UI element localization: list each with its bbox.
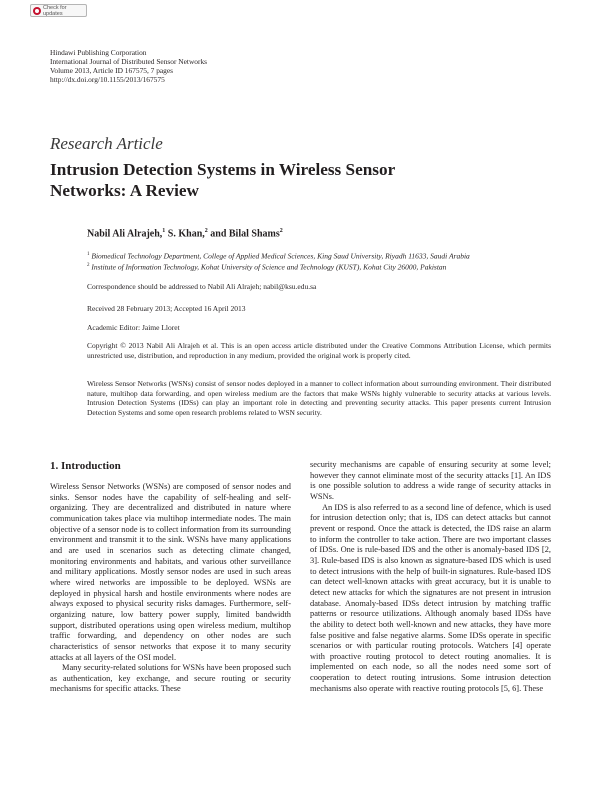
affiliation-line (87, 250, 551, 261)
paper-title: Intrusion Detection Systems in Wireless Sensor Networks: A Review (50, 160, 395, 200)
section-heading-introduction: 1. Introduction (50, 460, 121, 472)
copyright-notice: Copyright © 2013 Nabil Ali Alrajeh et al. This is an open access article distributed under the Creative Commons Attribution License, which permits unrestricted use, distribution, and reproduction in any medium, provided the original work is properly cited. (87, 341, 551, 360)
body-paragraph: security mechanisms are capable of ensuring security at some level; however they cannot eliminate most of the security attacks [1]. An IDS is one possible solution to address a wide range of security attacks in WSNs. (310, 460, 551, 501)
journal-name: International Journal of Distributed Sensor Networks (50, 57, 208, 66)
author-list (87, 228, 283, 239)
author-name: S. Khan, (165, 228, 205, 240)
publication-info (50, 48, 207, 84)
abstract: Wireless Sensor Networks (WSNs) consist of sensor nodes deployed in a manner to collect information about surrounding environment. Their distributed nature, multihop data forwarding, and open wireless medium are the factors that make WSNs highly vulnerable to security attacks at various levels. Intrusion Detection Systems (IDSs) can play an important role in detecting and preventing security attacks. This paper presents current Intrusion Detection Systems and some open research problems related to WSN security. (87, 379, 551, 417)
article-type: Research Article (50, 134, 163, 153)
check-updates-icon (33, 7, 41, 15)
body-paragraph: An IDS is also referred to as a second line of defence, which is used for intrusion detection only; that is, IDS can detect attacks but cannot prevent or respond. Once the attack is detected, the IDS raise an alarm to inform the controller to take action. There are two important classes of IDSs. One is rule-based IDS and the other is anomaly-based IDS [2, 3]. Rule-based IDS is also known as signature-based IDS which is used to detect intrusions with the help of built-in signatures. Rule-based IDS can detect well-known attacks with great accuracy, but it is unable to detect new attacks for which the signatures are not present in intrusion database. Anomaly-based IDSs detect intrusion by matching traffic patterns or resource utilizations. Although anomaly based IDSs have the ability to detect both well-known and new attacks, they have more false positive and false negative alarms. Some IDSs operate in specific scenarios or with particular routing protocols. Watchers [4] operate with proactive routing protocol to detect routing anomalies. It is implemented on each node, so all the nodes need some sort of cooperation to detect routing intrusions. Some intrusion detection mechanisms also operate with reactive routing protocols [5, 6]. These (310, 502, 551, 693)
volume-line: Volume 2013, Article ID 167575, 7 pages (50, 66, 174, 75)
affiliation-mark: 1 (87, 252, 90, 257)
affiliation-mark: 2 (87, 263, 90, 269)
author-name: and Bilal Shams (207, 228, 280, 240)
correspondence: Correspondence should be addressed to Nabil Ali Alrajeh; nabil@ksu.edu.sa (87, 282, 317, 291)
affiliations (87, 250, 551, 272)
received-dates: Received 28 February 2013; Accepted 16 April 2013 (87, 304, 246, 313)
author-name: Nabil Ali Alrajeh, (87, 228, 163, 240)
affiliation-line (87, 261, 551, 272)
doi-link[interactable]: http://dx.doi.org/10.1155/2013/167575 (50, 75, 165, 84)
author-affiliation-mark: 2 (279, 228, 283, 234)
author-affiliation-mark: 1 (162, 228, 166, 234)
academic-editor: Academic Editor: Jaime Lloret (87, 323, 180, 332)
affiliation-text: Institute of Information Technology, Kohat University of Science and Technology (KUST), Kohat City 26000, Pakistan (91, 262, 447, 272)
body-paragraph: Wireless Sensor Networks (WSNs) are composed of sensor nodes and sinks. Sensor nodes have the capability of self-healing and self-organizing. They are decentralized and distributed in nature where communication takes place via multihop intermediate nodes. The main objective of a sensor node is to collect information from its surrounding environment and transmit it to the sink. WSNs have many applications and are used in scenarios such as detecting climate changed, monitoring environments and habitats, and various other surveillance and military applications. Mostly sensor nodes are used in such areas where wired networks are impossible to be deployed. WSNs are deployed in physical harsh and hostile environments where nodes are always exposed to physical security risks damages. Furthermore, self-organizing nature, low battery power supply, limited bandwidth support, distributed operations using open wireless medium, multihop traffic forwarding, and dependency on other nodes are such characteristics of sensor networks that expose it to many security attacks at all layers of the OSI model. (50, 482, 291, 662)
right-column (310, 460, 551, 694)
left-column (50, 460, 291, 695)
badge-label: Check for updates (43, 4, 67, 17)
publisher-name: Hindawi Publishing Corporation (50, 48, 147, 57)
affiliation-text: Biomedical Technology Department, College of Applied Medical Sciences, King Saud University, Riyadh 11633, Saudi Arabia (91, 251, 470, 261)
check-for-updates-badge[interactable] (30, 4, 87, 17)
author-affiliation-mark: 2 (204, 228, 208, 234)
body-paragraph: Many security-related solutions for WSNs have been proposed such as authentication, key exchange, and secure routing or security mechanisms for specific attacks. These (50, 663, 291, 694)
